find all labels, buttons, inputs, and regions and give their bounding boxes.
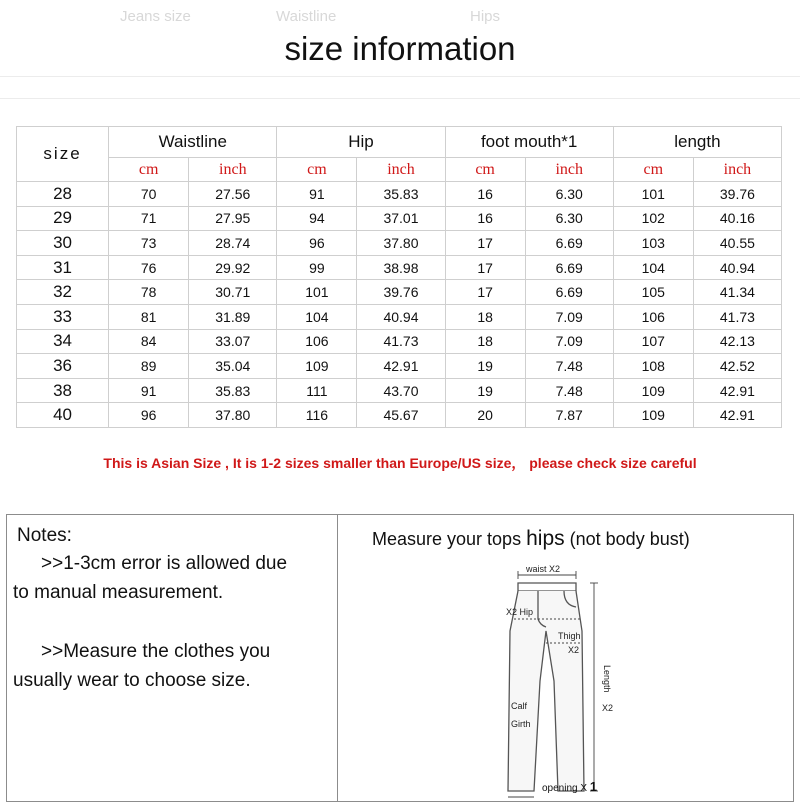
measurement-cell: 73 <box>109 231 189 256</box>
faded-label: Waistline <box>276 8 337 25</box>
measurement-cell: 105 <box>613 280 693 305</box>
measure-panel <box>337 514 794 802</box>
table-row <box>17 304 782 329</box>
table-row <box>17 378 782 403</box>
opening-label: opening <box>542 783 578 794</box>
note-line: usually wear to choose size. <box>13 670 251 691</box>
measure-heading-start: Measure your tops <box>372 529 522 549</box>
calf-label: Calf <box>511 701 528 711</box>
table-row <box>17 354 782 379</box>
measurement-cell: 16 <box>445 206 525 231</box>
measurement-cell: 6.69 <box>525 231 613 256</box>
table-body <box>17 182 782 428</box>
measurement-cell: 7.48 <box>525 354 613 379</box>
measurement-cell: 30.71 <box>189 280 277 305</box>
unit-inch: inch <box>525 158 613 182</box>
table-row <box>17 206 782 231</box>
measurement-cell: 16 <box>445 182 525 207</box>
measurement-cell: 70 <box>109 182 189 207</box>
table-header-row <box>17 127 782 158</box>
measurement-cell: 99 <box>277 255 357 280</box>
size-column-header: size <box>17 127 109 182</box>
size-cell: 30 <box>17 231 109 256</box>
measurement-cell: 19 <box>445 354 525 379</box>
size-cell: 28 <box>17 182 109 207</box>
measurement-cell: 42.91 <box>693 403 781 428</box>
measurement-cell: 37.80 <box>357 231 445 256</box>
length-label: Length <box>602 665 612 693</box>
size-cell: 33 <box>17 304 109 329</box>
measurement-cell: 6.69 <box>525 255 613 280</box>
measurement-cell: 7.09 <box>525 304 613 329</box>
notes-panel <box>6 514 338 802</box>
measurement-cell: 7.48 <box>525 378 613 403</box>
measurement-cell: 116 <box>277 403 357 428</box>
table-row <box>17 329 782 354</box>
opening-x-label: X <box>580 783 588 794</box>
waist-label: waist X2 <box>526 564 561 574</box>
measurement-cell: 101 <box>277 280 357 305</box>
measurement-cell: 17 <box>445 231 525 256</box>
measurement-cell: 37.80 <box>189 403 277 428</box>
note-line: >>Measure the clothes you <box>41 641 271 662</box>
measurement-cell: 104 <box>613 255 693 280</box>
measurement-cell: 109 <box>613 378 693 403</box>
opening-label-group <box>542 779 597 794</box>
opening-count-label: 1 <box>589 779 598 794</box>
measure-heading-hips: hips <box>526 527 565 550</box>
girth-label: Girth <box>511 719 531 729</box>
measurement-cell: 27.95 <box>189 206 277 231</box>
measurement-cell: 18 <box>445 304 525 329</box>
measurement-cell: 78 <box>109 280 189 305</box>
measurement-cell: 96 <box>109 403 189 428</box>
measurement-cell: 39.76 <box>357 280 445 305</box>
size-cell: 38 <box>17 378 109 403</box>
measurement-cell: 111 <box>277 378 357 403</box>
measurement-cell: 19 <box>445 378 525 403</box>
measurement-cell: 42.91 <box>693 378 781 403</box>
measurement-cell: 71 <box>109 206 189 231</box>
pants-outline <box>508 591 584 791</box>
measurement-cell: 91 <box>109 378 189 403</box>
measurement-cell: 41.73 <box>357 329 445 354</box>
size-cell: 36 <box>17 354 109 379</box>
note-measurement-error <box>13 549 333 607</box>
table-row <box>17 231 782 256</box>
size-cell: 31 <box>17 255 109 280</box>
faded-label: Hips <box>470 8 501 25</box>
table-row <box>17 182 782 207</box>
notes-title: Notes: <box>17 525 72 546</box>
measurement-cell: 94 <box>277 206 357 231</box>
table-row <box>17 255 782 280</box>
measurement-cell: 109 <box>277 354 357 379</box>
measurement-cell: 6.69 <box>525 280 613 305</box>
waistline-header: Waistline <box>109 127 277 158</box>
measurement-cell: 91 <box>277 182 357 207</box>
unit-cm: cm <box>613 158 693 182</box>
measure-heading <box>372 527 690 551</box>
measurement-cell: 103 <box>613 231 693 256</box>
divider <box>0 76 800 77</box>
measurement-cell: 45.67 <box>357 403 445 428</box>
measurement-cell: 42.91 <box>357 354 445 379</box>
measurement-cell: 35.04 <box>189 354 277 379</box>
thigh-x2-label: X2 <box>568 645 580 655</box>
measurement-cell: 106 <box>277 329 357 354</box>
measurement-cell: 37.01 <box>357 206 445 231</box>
unit-inch: inch <box>693 158 781 182</box>
measurement-cell: 101 <box>613 182 693 207</box>
unit-cm: cm <box>445 158 525 182</box>
measurement-cell: 84 <box>109 329 189 354</box>
measure-heading-end: (not body bust) <box>569 529 690 549</box>
measurement-cell: 40.16 <box>693 206 781 231</box>
measurement-cell: 39.76 <box>693 182 781 207</box>
length-x2-label: X2 <box>602 703 614 713</box>
measurement-cell: 108 <box>613 354 693 379</box>
measurement-cell: 40.55 <box>693 231 781 256</box>
unit-inch: inch <box>189 158 277 182</box>
size-cell: 32 <box>17 280 109 305</box>
divider <box>0 98 800 99</box>
unit-cm: cm <box>277 158 357 182</box>
measurement-cell: 41.73 <box>693 304 781 329</box>
measurement-cell: 81 <box>109 304 189 329</box>
measurement-cell: 89 <box>109 354 189 379</box>
measurement-cell: 6.30 <box>525 182 613 207</box>
measurement-cell: 17 <box>445 280 525 305</box>
faded-header-strip <box>0 8 800 28</box>
measurement-cell: 31.89 <box>189 304 277 329</box>
measurement-cell: 27.56 <box>189 182 277 207</box>
asian-size-warning: This is Asian Size , It is 1-2 sizes smaller than Europe/US size， please check size careful <box>103 455 697 471</box>
measurement-cell: 40.94 <box>693 255 781 280</box>
size-cell: 34 <box>17 329 109 354</box>
measurement-cell: 42.13 <box>693 329 781 354</box>
measurement-cell: 20 <box>445 403 525 428</box>
table-row <box>17 403 782 428</box>
thigh-label: Thigh <box>558 631 581 641</box>
measurement-cell: 40.94 <box>357 304 445 329</box>
measurement-cell: 18 <box>445 329 525 354</box>
measurement-cell: 7.87 <box>525 403 613 428</box>
measurement-cell: 102 <box>613 206 693 231</box>
foot-mouth-header: foot mouth*1 <box>445 127 613 158</box>
measurement-cell: 106 <box>613 304 693 329</box>
measurement-cell: 104 <box>277 304 357 329</box>
faded-label: Jeans size <box>120 8 191 25</box>
measurement-cell: 109 <box>613 403 693 428</box>
size-cell: 40 <box>17 403 109 428</box>
measurement-cell: 96 <box>277 231 357 256</box>
measurement-cell: 38.98 <box>357 255 445 280</box>
measurement-cell: 28.74 <box>189 231 277 256</box>
size-cell: 29 <box>17 206 109 231</box>
measurement-cell: 76 <box>109 255 189 280</box>
measurement-cell: 29.92 <box>189 255 277 280</box>
measurement-cell: 35.83 <box>189 378 277 403</box>
size-table <box>16 126 782 428</box>
note-line: >>1-3cm error is allowed due <box>41 553 288 574</box>
page-title: size information <box>284 30 516 67</box>
hip-header: Hip <box>277 127 445 158</box>
measurement-cell: 6.30 <box>525 206 613 231</box>
measurement-cell: 17 <box>445 255 525 280</box>
measurement-cell: 7.09 <box>525 329 613 354</box>
unit-cm: cm <box>109 158 189 182</box>
length-header: length <box>613 127 781 158</box>
unit-header-row <box>17 158 782 182</box>
measurement-cell: 43.70 <box>357 378 445 403</box>
table-row <box>17 280 782 305</box>
waistband-shape <box>518 583 576 591</box>
measurement-cell: 42.52 <box>693 354 781 379</box>
note-measure-clothes <box>13 637 333 695</box>
pants-measurement-diagram <box>498 561 628 801</box>
measurement-cell: 35.83 <box>357 182 445 207</box>
hip-label: X2 Hip <box>506 607 534 617</box>
measurement-cell: 41.34 <box>693 280 781 305</box>
measurement-cell: 107 <box>613 329 693 354</box>
note-line: to manual measurement. <box>13 582 224 603</box>
unit-inch: inch <box>357 158 445 182</box>
measurement-cell: 33.07 <box>189 329 277 354</box>
